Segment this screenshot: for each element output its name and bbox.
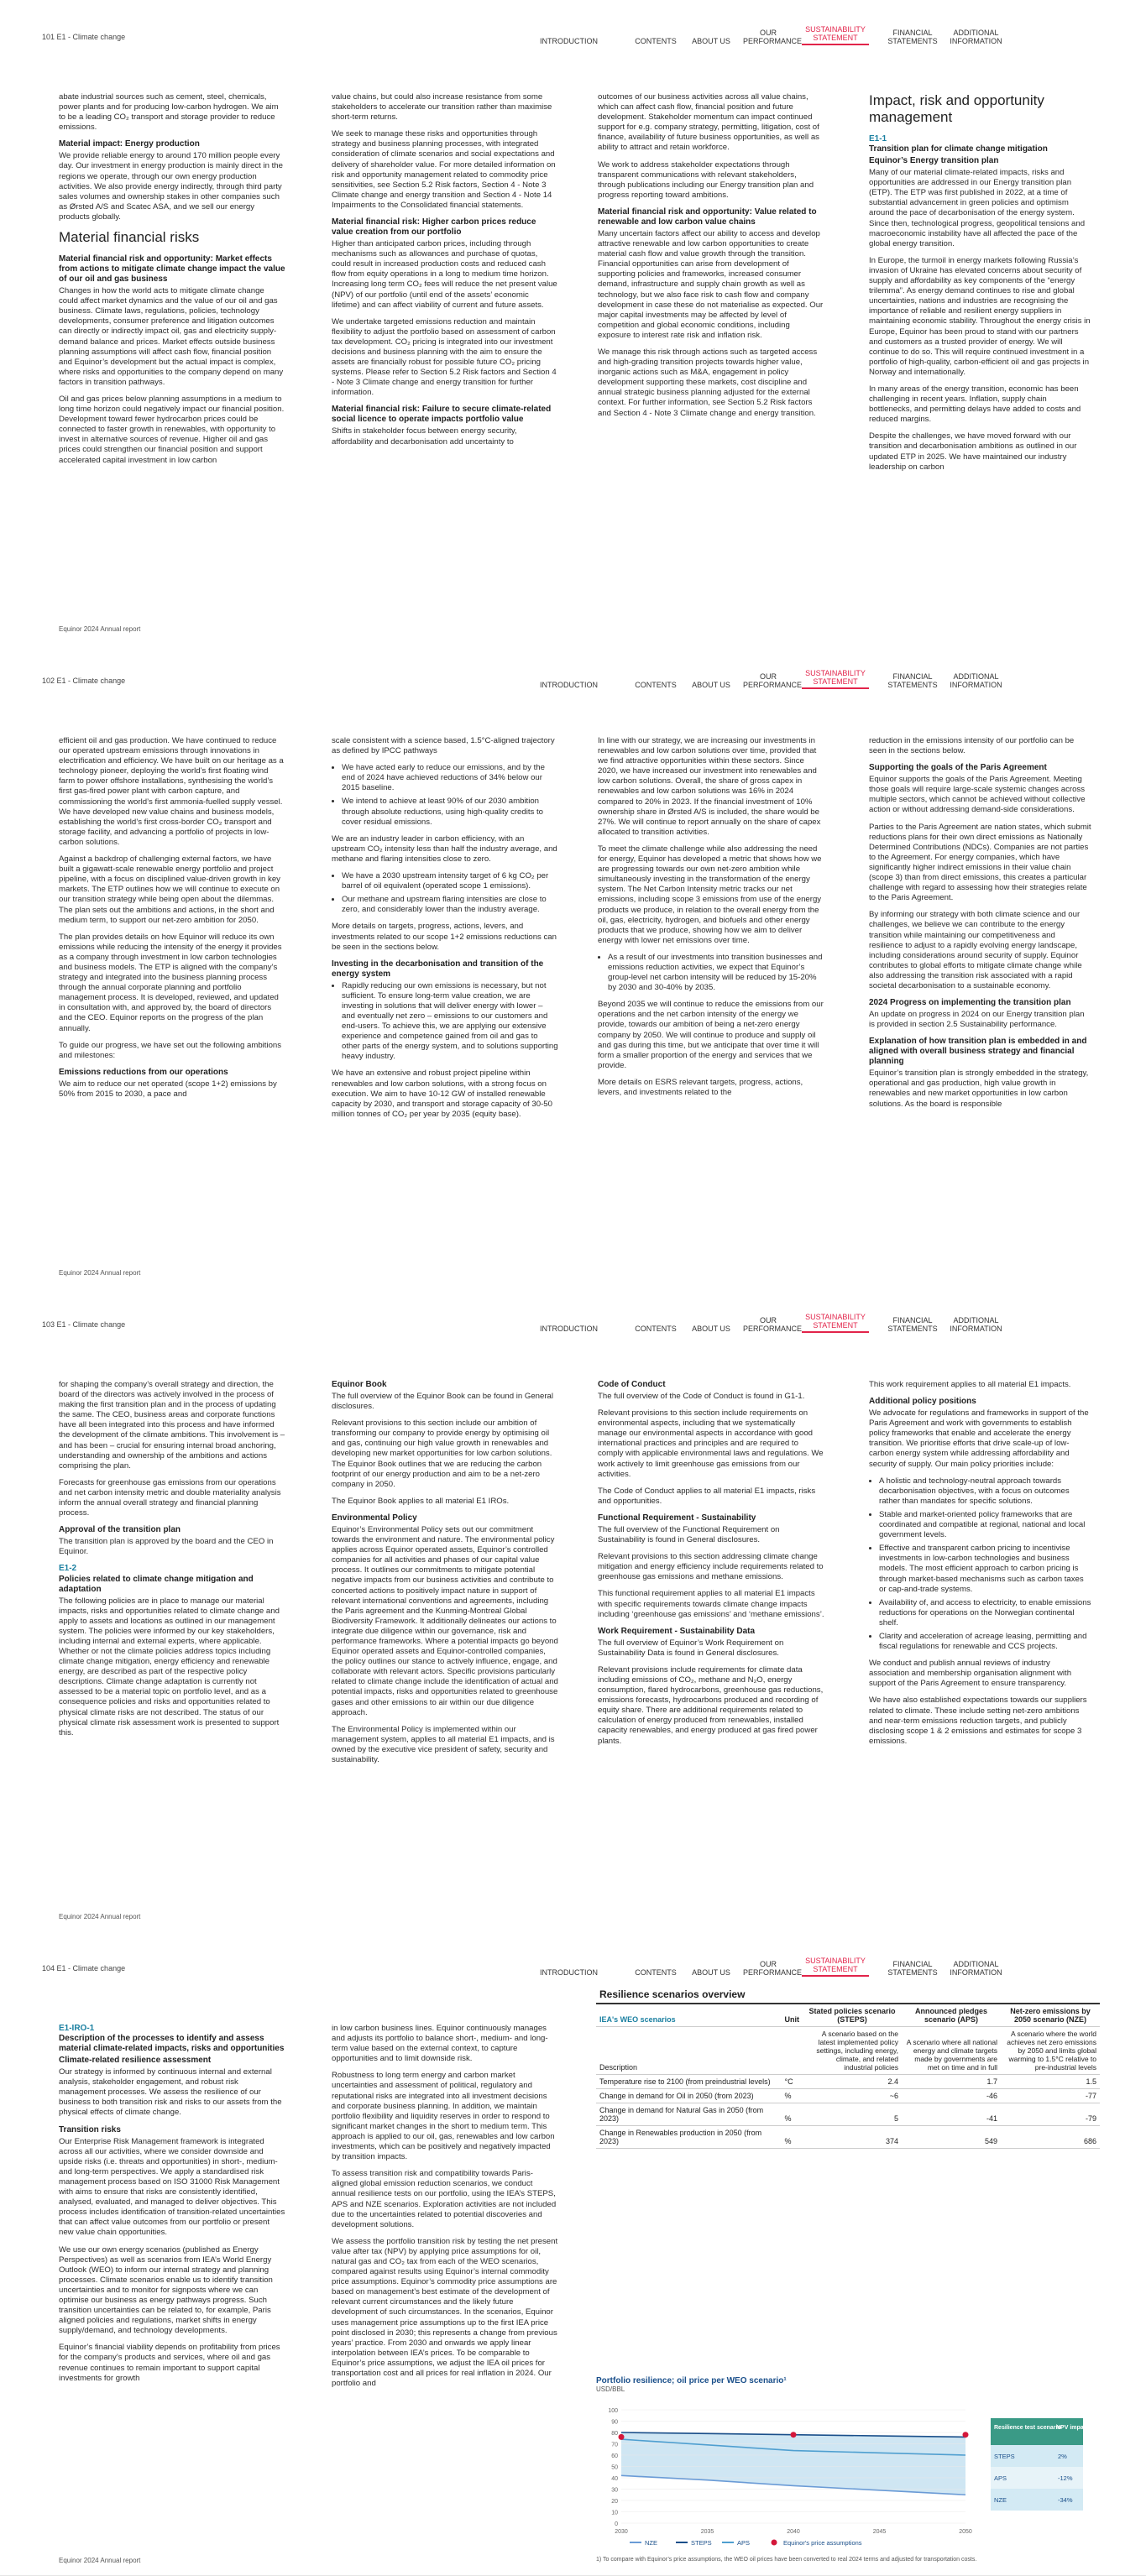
nav-label: INTRODUCTION xyxy=(540,1325,598,1333)
subheading: Material financial risk and opportunity: Market effects from actions to mitigate climate change impact the value of our oil and gas business xyxy=(59,254,285,285)
text-column xyxy=(332,736,558,1126)
nav-item-sustainability-statement[interactable] xyxy=(802,669,869,689)
side-table-scenario: STEPS xyxy=(994,2453,1015,2460)
body-paragraph: The full overview of the Functional Requirement on Sustainability is found in General disclosures. xyxy=(598,1524,780,1545)
bullet-item: • As a result of our investments into transition businesses and emissions reduction activities, we expect that Equinor’s group-level net carbon intensity will be reduced by 15-20% by 2030 and 30-40% by 2035. xyxy=(608,953,824,993)
value-cell: -46 xyxy=(902,2089,1001,2103)
side-table-impact: -34% xyxy=(1058,2496,1073,2504)
bullet-item: • Our methane and upstream flaring intensities are close to zero, and considerably lower than the industry average. xyxy=(342,895,558,915)
report-page xyxy=(0,1288,1146,1932)
text-column xyxy=(59,92,285,473)
resilience-scenarios-table xyxy=(596,1986,1100,2149)
subheading: Description of the processes to identify and assess material climate-related impacts, risks and opportunities xyxy=(59,2034,285,2054)
body-paragraph: The Code of Conduct applies to all material E1 impacts, risks and opportunities. xyxy=(598,1486,816,1506)
nav-label: INTRODUCTION xyxy=(540,37,598,45)
text-column xyxy=(869,92,1091,479)
nav-label: OUR PERFORMANCE xyxy=(743,1316,803,1333)
scenario-description: A scenario where all national energy and climate targets made by governments are met on time and in full xyxy=(902,2027,1001,2075)
nav-item-additional-information[interactable] xyxy=(945,1960,1007,1977)
legend-label: Equinor's price assumptions xyxy=(783,2539,862,2547)
section-title: E1 - Climate change xyxy=(56,33,126,41)
body-paragraph: The plan provides details on how Equinor will reduce its own emissions while reducing the intensity of the energy it provides as a company through investment in low carbon technologies and business models. The ETP is aligned with the company’s strategy and integrated into the business planning process through the annual corporate planning and portfolio management process. It is developed, reviewed, and updated in consultation with, and approved by, the board of directors and the CEO. Equinor reports on the progress of the plan annually. xyxy=(59,932,282,1033)
top-navigation xyxy=(537,1957,1108,1977)
value-cell: 686 xyxy=(1001,2126,1100,2149)
body-paragraph: We have an extensive and robust project pipeline within renewables and low carbon solutions, with a strong focus on execution. We aim to have 10-12 GW of installed renewable capacity by 2030, and transport and storage capacity of 30-50 million tonnes of CO₂ per year by 2035 (equity base). xyxy=(332,1069,552,1119)
equinor-price-point xyxy=(619,2434,625,2440)
bullet-list xyxy=(869,1476,1091,1653)
x-tick-label: 2035 xyxy=(700,2529,714,2535)
body-paragraph: The full overview of the Code of Conduct is found in G1-1. xyxy=(598,1392,805,1401)
body-paragraph: An update on progress in 2024 on our Energy transition plan is provided in section 2.5 Sustainability performance. xyxy=(869,1010,1085,1030)
subheading: Approval of the transition plan xyxy=(59,1525,181,1535)
value-cell: 2.4 xyxy=(803,2075,902,2089)
nav-item-additional-information[interactable] xyxy=(945,1316,1007,1333)
y-tick-label: 20 xyxy=(611,2499,618,2505)
page-number-section xyxy=(42,677,125,685)
nav-item-our-performance[interactable] xyxy=(743,672,803,689)
report-page xyxy=(0,1931,1146,2576)
top-navigation xyxy=(537,25,1108,45)
text-column xyxy=(332,2024,558,2396)
nav-label: FINANCIAL STATEMENTS xyxy=(887,1960,938,1977)
body-paragraph: Relevant provisions to this section addressing climate change mitigation and energy efficiency include requirements related to greenhouse gas emissions and methane emissions. xyxy=(598,1552,824,1582)
chart-canvas xyxy=(596,2393,1100,2552)
body-paragraph: efficient oil and gas production. We have continued to reduce our operated upstream emissions through innovations in electrification and efficiency. We have built on our heritage as a technology pioneer, deploying the world’s first floating wind farm to power offshore installations, synthesising the world’s first gas-fired power plant with carbon capture, and commissioning the world’s first ammonia-fuelled supply vessel. We have developed new value chains and business models, establishing the world’s first cross-border CO₂ transport and storage facility, and advancing a portfolio of projects in low-carbon solutions. xyxy=(59,736,284,847)
chart-ylabel: USD/BBL xyxy=(596,2385,625,2393)
page-header xyxy=(0,1931,1146,1982)
side-table-impact: 2% xyxy=(1058,2453,1067,2460)
column-header: Stated policies scenario (STEPS) xyxy=(803,2004,902,2027)
bullet-list xyxy=(598,953,824,993)
body-paragraph: To meet the climate challenge while also addressing the need for energy, Equinor has developed a metric that shows how we are progressing towards our own net-zero ambition while simultaneously investing in the transformation of the energy system. The Net Carbon Intensity metric tracks our net emissions, including scope 3 emissions from use of the energy products we produce, in relation to the overall energy from the oil, gas, electricity, hydrogen, and biofuels and other energy products that we produce, showing how we aim to deliver energy with lower net emissions over time. xyxy=(598,844,822,945)
body-paragraph: outcomes of our business activities across all value chains, which can affect cash flow, financial position and future development. Stakeholder momentum can impact continued support for e.g. company strategy, permitting, litigation, cost of finance, availability of future business opportunities, as well as ability to attract and retain workforce. xyxy=(598,92,819,153)
body-paragraph: We have also established expectations towards our suppliers related to climate. These include setting net-zero ambitions and near-term emissions reduction targets, and publicly disclosing scope 1 & 2 emissions and estimates for scope 3 emissions. xyxy=(869,1696,1087,1746)
nav-item-introduction[interactable] xyxy=(537,1968,600,1977)
unit-cell: % xyxy=(782,2089,803,2103)
body-paragraph: Relevant provisions include requirements for climate data including emissions of CO₂, methane and N₂O, energy consumption, flared hydrocarbons, greenhouse gas reductions, emissions forecasts, hydrocarbons produced and recording of equity share. There are additional requirements related to calculation of energy produced from renewables, installed capacity renewables, and energy produced at gas fired power plants. xyxy=(598,1664,824,1746)
text-column xyxy=(332,1380,558,1772)
body-paragraph: We conduct and publish annual reviews of industry association and membership organisation alignment with support of the Paris Agreement to ensure transparency. xyxy=(869,1659,1072,1689)
nav-item-contents[interactable] xyxy=(631,1325,680,1333)
body-paragraph: We provide reliable energy to around 170 million people every day. Our investment in energy production is mainly direct in the regions we operate, through our own energy production activities. We also provide energy indirectly, through third party sales volumes and ownership stakes in other companies such as Ørsted A/S and Scatec ASA, and we sell our energy products globally. xyxy=(59,151,283,222)
nav-label: SUSTAINABILITY STATEMENT xyxy=(805,669,866,686)
side-table-scenario: NZE xyxy=(994,2496,1007,2504)
nav-item-sustainability-statement[interactable] xyxy=(802,1313,869,1333)
y-tick-label: 80 xyxy=(611,2431,618,2437)
nav-item-our-performance[interactable] xyxy=(743,29,803,45)
body-paragraph: More details on ESRS relevant targets, progress, actions, levers, and investments related to the xyxy=(598,1077,803,1097)
bullet-item: • Clarity and acceleration of acreage leasing, permitting and fiscal regulations for renewable and CCS projects. xyxy=(879,1632,1091,1652)
nav-label: FINANCIAL STATEMENTS xyxy=(887,672,938,689)
body-paragraph: We assess the portfolio transition risk by testing the net present value after tax (NPV) by applying price assumptions for oil, natural gas and CO₂ tax from each of the WEO scenarios, compared against results using Equinor’s internal commodity price assumptions. Equinor’s commodity price assumptions are based on management’s best estimate of the development of relevant current circumstances and the likely future development of such circumstances. In the scenarios, Equinor uses management price assumptions up to the first IEA price point disclosed in 2030; this represents a change from previous years’ practice. From 2030 and onwards we apply linear interpolation between IEA’s prices. To be comparable to Equinor’s price assumptions, we adjust the IEA oil prices for transportation cost and all prices for real inflation in 2024. Our portfolio and xyxy=(332,2236,558,2389)
section-title: E1 - Climate change xyxy=(56,1320,126,1329)
legend-label: NZE xyxy=(645,2539,657,2547)
body-paragraph: Equinor’s Environmental Policy sets out our commitment towards the environment and nature. The environmental policy applies across Equinor operated assets, Equinor’s controlled companies for all activities and phases of our capital value process. It outlines our commitments to mitigate potential negative impacts from our business activities and contribute to concerted actions to positively impact nature in support of relevant international conventions and agreements, including the Paris agreement and the Kunming-Montreal Global Biodiversity Framework. It additionally delineates our actions to integrate due diligence within our governance, risk and performance frameworks. Where a potential impacts go beyond Equinor operated assets and Equinor-controlled companies, the policy outlines our stance to actively influence, engage, and collaborate with relevant actors. Specific provisions particularly related to climate change include the identification of actual and potential impacts, risks and opportunities related to greenhouse gases and other emissions to air within our due diligence approach. xyxy=(332,1524,558,1717)
bullet-item: • Stable and market-oriented policy frameworks that are coordinated and compatible at regional, national and local government levels. xyxy=(879,1510,1091,1540)
y-tick-label: 10 xyxy=(611,2510,618,2516)
row-label: Description xyxy=(596,2027,782,2075)
body-paragraph: This work requirement applies to all material E1 impacts. xyxy=(869,1380,1071,1389)
column-header: Net-zero emissions by 2050 scenario (NZE) xyxy=(1001,2004,1100,2027)
body-paragraph: In Europe, the turmoil in energy markets following Russia’s invasion of Ukraine has elevated concerns about security of supply and affordability as key components of the “energy trilemma”. As energy demand continues to rise and global uncertainties, nations and industries are recognising the importance of reliable and resilient energy suppliers in maintaining economic stability. Throughout the energy crisis in Europe, Equinor has been proud to stand with our partners and customers as a trusted provider of energy. We will continue to do so. This will require continued investment in a portfolio of high-quality, carbon-efficient oil and gas projects in Norway and internationally. xyxy=(869,255,1091,377)
unit-cell: °C xyxy=(782,2075,803,2089)
page-footer: Equinor 2024 Annual report xyxy=(59,2557,141,2564)
nav-label: OUR PERFORMANCE xyxy=(743,672,803,689)
page-number-section xyxy=(42,1320,125,1329)
body-paragraph: The following policies are in place to manage our material impacts, risks and opportunities related to climate change and apply to assets and locations as outlined in our management system. The policies were informed by our key stakeholders, including internal and external experts, where applicable. Whether or not the climate policies address topics including climate change mitigation, energy efficiency and renewable energy, are described as part of the respective policy descriptions. Climate change adaptation is currently not assessed to be a material topic on portfolio level, and as a consequence policies and risks and opportunities related to physical climate risks are not described. The status of our physical climate risk assessment work is presented to support this. xyxy=(59,1596,280,1737)
body-paragraph: in low carbon business lines. Equinor continuously manages and adjusts its portfolio to balance short-, medium- and long-term value based on the external context, to capture opportunities and to limit downside risk. xyxy=(332,2024,548,2064)
legend-swatch xyxy=(772,2540,777,2546)
value-cell: 549 xyxy=(902,2126,1001,2149)
subheading: Work Requirement - Sustainability Data xyxy=(598,1626,756,1636)
page-footer: Equinor 2024 Annual report xyxy=(59,1269,141,1277)
subheading: Investing in the decarbonisation and transition of the energy system xyxy=(332,959,544,979)
table-header-row xyxy=(596,2004,1100,2027)
y-tick-label: 70 xyxy=(611,2442,618,2448)
nav-label: OUR PERFORMANCE xyxy=(743,1960,803,1977)
nav-label: ADDITIONAL INFORMATION xyxy=(950,29,1002,45)
body-paragraph: Robustness to long term energy and carbon market uncertainties and assessment of political, regulatory and reputational risks are integrated into all investment decisions and corporate business planning. In addition, we maintain portfolio flexibility and liquidity reserves in order to respond to significant market changes in the short to medium term. This approach is applied to our oil, gas, renewables and low carbon investments, which can be positively and negatively impacted by transition impacts. xyxy=(332,2071,555,2162)
value-cell: 374 xyxy=(803,2126,902,2149)
page-number-section xyxy=(42,1964,125,1972)
equinor-price-point xyxy=(791,2432,797,2438)
subheading: Climate-related resilience assessment xyxy=(59,2056,212,2066)
body-paragraph: In many areas of the energy transition, economic has been challenging in recent years. Inflation, supply chain bottlenecks, and permitting delays have added to costs and reduced margins. xyxy=(869,384,1081,425)
nav-label: ADDITIONAL INFORMATION xyxy=(950,1316,1002,1333)
nav-item-our-performance[interactable] xyxy=(743,1316,803,1333)
column-header: IEA's WEO scenarios xyxy=(596,2004,782,2027)
subheading: 2024 Progress on implementing the transition plan xyxy=(869,998,1071,1008)
body-paragraph: Many of our material climate-related impacts, risks and opportunities are addressed in our Energy transition plan (ETP). The ETP was first published in 2022, at a time of substantial advancement in green policies and optimism around the pace of decarbonisation of the energy system. Since then, technological progress, geopolitical tensions and macroeconomic instability have all affected the pace of the global energy transition. xyxy=(869,168,1086,248)
subheading: Equinor’s Energy transition plan xyxy=(869,156,999,166)
body-paragraph: By informing our strategy with both climate science and our challenges, we believe we can contribute to the energy transition while maintaining our competitiveness and resilience to adjust to a rapidly evolving energy landscape, including considerations around security of supply. Equinor contributes to global efforts to mitigate climate change while also addressing the transition risk associated with a rapid societal decarbonisation to a sustainable economy. xyxy=(869,910,1082,990)
nav-label: SUSTAINABILITY STATEMENT xyxy=(805,1957,866,1973)
nav-item-about-us[interactable] xyxy=(690,37,732,45)
body-paragraph: The Environmental Policy is implemented within our management system, applies to all material E1 impacts, and is owned by the executive vice president of safety, security and sustainability. xyxy=(332,1724,555,1764)
value-cell: 1.5 xyxy=(1001,2075,1100,2089)
bullet-list xyxy=(332,871,558,915)
body-paragraph: We work to address stakeholder expectations through transparent communications with relevant stakeholders, through publications including our Energy transition plan and progress reporting toward ambitions. xyxy=(598,159,814,200)
body-paragraph: In line with our strategy, we are increasing our investments in renewables and low carbon solutions over time, provided that we find attractive opportunities within these sectors. Since 2020, we have increased our investment into renewables and low carbon solutions. Overall, the share of gross capex in renewables and low carbon solutions was 16% in 2024 compared to 20% in 2023. If the financial investment of 10% ownership share in Ørsted A/S is included, the share would be 27%. We will continue to report annually on the share of capex allocated to transition activities. xyxy=(598,736,821,837)
section-heading: Material financial risks xyxy=(59,229,200,246)
x-tick-label: 2030 xyxy=(615,2529,628,2535)
page-footer: Equinor 2024 Annual report xyxy=(59,625,141,633)
nav-item-financial-statements[interactable] xyxy=(883,672,942,689)
side-table-header-bg xyxy=(991,2418,1083,2445)
nav-item-contents[interactable] xyxy=(631,681,680,689)
section-title: E1 - Climate change xyxy=(56,1964,126,1972)
value-cell: 1.7 xyxy=(902,2075,1001,2089)
body-paragraph: Beyond 2035 we will continue to reduce the emissions from our operations and the net carbon intensity of the energy we provide, towards our ambition of being a net-zero energy company by 2050. We will continue to produce and supply oil and gas during this time, but we anticipate that over time it will form a smaller proportion of the energy and services that we provide. xyxy=(598,1000,824,1070)
value-cell: -77 xyxy=(1001,2089,1100,2103)
text-column xyxy=(598,736,824,1105)
text-column xyxy=(332,92,558,454)
scenario-description: A scenario where the world achieves net zero emissions by 2050 and limits global warming to 1.5°C relative to pre-industrial levels xyxy=(1001,2027,1100,2075)
body-paragraph: Against a backdrop of challenging external factors, we have built a gigawatt-scale renewable energy portfolio and project pipeline, with a focus on disciplined value-driven growth in key markets. The ETP outlines how we will continue to execute on our transition strategy while being open about the dilemmas. The plan sets out the ambitions and actions, in the short and medium term, to support our net-zero ambition for 2050. xyxy=(59,854,280,925)
body-paragraph: value chains, but could also increase resistance from some stakeholders to accelerate our transition rather than maximise short-term returns. xyxy=(332,92,552,123)
nav-label: ABOUT US xyxy=(692,1968,730,1977)
body-paragraph: Relevant provisions to this section include our ambition of transforming our company to provide energy by optimising oil and gas, continuing our high value growth in renewables and developing new market opportunities for low carbon solutions. The Equinor Book outlines that we are reducing the carbon footprint of our energy production and aim to be a net-zero company in 2050. xyxy=(332,1419,552,1489)
report-page xyxy=(0,644,1146,1288)
row-label: Change in Renewables production in 2050 (from 2023) xyxy=(596,2126,782,2149)
side-table-scenario: APS xyxy=(994,2474,1007,2482)
y-tick-label: 0 xyxy=(615,2521,618,2527)
nav-item-sustainability-statement[interactable] xyxy=(802,25,869,45)
subheading: Material financial risk: Higher carbon prices reduce value creation from our portfolio xyxy=(332,217,536,238)
text-column xyxy=(59,1380,285,1745)
subheading: Code of Conduct xyxy=(598,1380,666,1389)
subheading: Material impact: Energy production xyxy=(59,139,200,149)
body-paragraph: The full overview of Equinor’s Work Requirement on Sustainability Data is found in General disclosures. xyxy=(598,1638,784,1658)
page-header xyxy=(0,644,1146,694)
body-paragraph: Despite the challenges, we have moved forward with our transition and decarbonisation ambitions as outlined in our updated ETP in 2025. We have maintained our industry leadership on carbon xyxy=(869,431,1077,472)
top-navigation xyxy=(537,1313,1108,1333)
body-paragraph: We use our own energy scenarios (published as Energy Perspectives) as well as scenarios from IEA’s World Energy Outlook (WEO) to inform our internal strategy and planning processes. Climate scenarios enable us to identify transition uncertainties and to monitor for signposts where we can optimise our business as energy pathways progress. Such transition uncertainties can be related to, for example, Paris aligned policies and regulations, market shifts in energy supply/demand, and technology developments. xyxy=(59,2244,273,2336)
y-tick-label: 40 xyxy=(611,2476,618,2482)
cell xyxy=(782,2027,803,2075)
body-paragraph: scale consistent with a science based, 1.5°C-aligned trajectory as defined by IPCC pathways xyxy=(332,736,555,756)
subheading: Emissions reductions from our operations xyxy=(59,1067,228,1077)
nav-item-financial-statements[interactable] xyxy=(883,29,942,45)
report-page xyxy=(0,0,1146,645)
body-paragraph: Oil and gas prices below planning assumptions in a medium to long time horizon could negatively impact our financial position. Development toward fewer hydrocarbon prices could be connected to faster growth in renewables, with opportunity to invest in alternative sources of revenue. Higher oil and gas prices could strengthen our financial position and support accelerated capital investment in low carbon xyxy=(59,394,285,465)
body-paragraph: Shifts in stakeholder focus between energy security, affordability and decarbonisation add uncertainty to xyxy=(332,426,517,447)
top-navigation xyxy=(537,669,1108,689)
subheading: Transition risks xyxy=(59,2124,121,2134)
body-paragraph: We aim to reduce our net operated (scope 1+2) emissions by 50% from 2015 to 2030, a pace and xyxy=(59,1079,277,1099)
x-tick-label: 2045 xyxy=(872,2529,887,2535)
disclosure-code: E1-IRO-1 xyxy=(59,2024,95,2033)
text-column xyxy=(869,736,1091,1116)
table-row xyxy=(596,2027,1100,2075)
text-column xyxy=(59,2024,285,2391)
text-column xyxy=(869,1380,1091,1753)
body-paragraph: We manage this risk through actions such as targeted access and high-grading transition projects towards higher value, inorganic actions such as M&A, engagement in policy development supporting these markets, cost discipline and annual strategic business planning adjusted for the external context. For further information, see Section 5.2 Risk factors and Section 4 - Note 3 Climate change and energy transition. xyxy=(598,347,818,418)
nav-label: OUR PERFORMANCE xyxy=(743,29,803,45)
nav-item-introduction[interactable] xyxy=(537,681,600,689)
subheading: Material financial risk and opportunity: Value related to renewable and low carbon value chains xyxy=(598,206,817,227)
nav-label: FINANCIAL STATEMENTS xyxy=(887,1316,938,1333)
nav-item-financial-statements[interactable] xyxy=(883,1316,942,1333)
y-tick-label: 90 xyxy=(611,2419,618,2426)
nav-label: SUSTAINABILITY STATEMENT xyxy=(805,1313,866,1330)
legend-label: APS xyxy=(737,2539,751,2547)
subheading: Supporting the goals of the Paris Agreement xyxy=(869,763,1047,773)
scenario-description: A scenario based on the latest implemented policy settings, including energy, climate, and related industrial policies xyxy=(803,2027,902,2075)
bullet-item: • We have acted early to reduce our emissions, and by the end of 2024 have achieved reductions of 34% below our 2015 baseline. xyxy=(342,763,558,793)
body-paragraph: The transition plan is approved by the board and the CEO in Equinor. xyxy=(59,1537,274,1557)
body-paragraph: Relevant provisions to this section include requirements on environmental aspects, including that we systematically manage our environmental aspects in accordance with good international practices and principles and are required to comply with applicable environmental laws and regulations. We work actively to limit greenhouse gas emissions from our activities. xyxy=(598,1408,824,1479)
body-paragraph: Parties to the Paris Agreement are nation states, which submit reductions plans for their own direct emissions as Nationally Determined Contributions (NDCs). Companies are not parties to the Agreement. For energy companies, which have significantly higher indirect emissions in their value chain (scope 3) than from direct emissions, this creates a particular challenge with regard to assessing how their strategies relate to the Paris Agreement. xyxy=(869,822,1091,903)
table-title: Resilience scenarios overview xyxy=(596,1986,1100,2004)
body-paragraph: reduction in the emissions intensity of our portfolio can be seen in the sections below. xyxy=(869,736,1075,756)
body-paragraph: Our Enterprise Risk Management framework is integrated across all our activities, where we consider downside and upside risks (i.e. threats and opportunities) in short-, medium- and long-term perspectives. We apply a standardised risk management process based on ISO 31000 Risk Management with aims to ensure that risks are consistently identified, analysed, evaluated, and managed to deliver objectives. This process includes identification of transition-related uncertainties that can affect value outcomes from our portfolio or present new value chain opportunities. xyxy=(59,2136,285,2238)
body-paragraph: for shaping the company’s overall strategy and direction, the board of the directors was actively involved in the process of making the first transition plan and in the process of updating the same. The CEO, business areas and corporate functions have all been integrated into this process and have informed the development of the climate ambitions. This involvement is – and has been – crucial for ensuring internal broad anchoring, understanding and ownership of the ambitions and actions comprising the plan. xyxy=(59,1380,285,1471)
nav-label: ADDITIONAL INFORMATION xyxy=(950,1960,1002,1977)
nav-item-additional-information[interactable] xyxy=(945,672,1007,689)
table-row xyxy=(596,2126,1100,2149)
value-cell: -79 xyxy=(1001,2103,1100,2126)
subheading: Functional Requirement - Sustainability xyxy=(598,1513,756,1523)
x-tick-label: 2050 xyxy=(959,2529,972,2535)
legend-label: STEPS xyxy=(691,2539,712,2547)
table-row xyxy=(596,2075,1100,2089)
nav-label: ABOUT US xyxy=(692,1325,730,1333)
chart-footnote: 1) To compare with Equinor’s price assumptions, the WEO oil prices have been converted to real 2024 terms and adjusted for transportation costs. xyxy=(596,2557,977,2563)
text-column xyxy=(598,92,824,426)
body-paragraph: Changes in how the world acts to mitigate climate change could affect market dynamics and the value of our oil and gas business. Climate laws, regulations, policies, technology developments, consumer preference and litigation outcomes can directly or indirectly impact oil, gas and electricity supply-demand balance and prices. Market effects outside business planning assumptions will affect cash flow, financial position and Equinor’s development but the actual impact is complex, where risks and opportunities to the company depend on many factors in transition pathways. xyxy=(59,286,284,387)
bullet-item: • Effective and transparent carbon pricing to incentivise investments in low-carbon technologies and business models. The most efficient approach to carbon pricing is through market-based mechanisms such as carbon taxes or cap-and-trade systems. xyxy=(879,1544,1091,1594)
nav-item-financial-statements[interactable] xyxy=(883,1960,942,1977)
value-cell: -41 xyxy=(902,2103,1001,2126)
bullet-item: • We have a 2030 upstream intensity target of 6 kg CO₂ per barrel of oil equivalent (operated scope 1 emissions). xyxy=(342,871,558,891)
subheading: Additional policy positions xyxy=(869,1397,976,1407)
subheading: Policies related to climate change mitigation and adaptation xyxy=(59,1574,254,1594)
nav-item-our-performance[interactable] xyxy=(743,1960,803,1977)
page-number-section xyxy=(42,33,125,41)
body-paragraph: Many uncertain factors affect our ability to access and develop attractive renewable and low carbon opportunities to create material cash flow and value growth through the transition. Financial opportunities can arise from development of supporting policies and frameworks, increased consumer demand, infrastructure and supply chain growth as well as technology, but we also face risk to cash flow and company development in case these do not materialise as expected. Our major capital investments may be affected by level of competition and global economic conditions, including exposure to interest rate risk and inflation risk. xyxy=(598,228,824,340)
value-cell: ~6 xyxy=(803,2089,902,2103)
equinor-price-point xyxy=(963,2432,969,2438)
page-number: 103 xyxy=(42,1320,55,1329)
bullet-item: • We intend to achieve at least 90% of our 2030 ambition through absolute reductions, using high-quality credits to cover residual emissions. xyxy=(342,797,558,827)
table-row xyxy=(596,2103,1100,2126)
body-paragraph: To guide our progress, we have set out the following ambitions and milestones: xyxy=(59,1040,282,1060)
body-paragraph: Forecasts for greenhouse gas emissions from our operations and net carbon intensity metric and double materiality analysis inform the annual overall strategy and financial planning process. xyxy=(59,1477,281,1518)
nav-label: FINANCIAL STATEMENTS xyxy=(887,29,938,45)
body-paragraph: This functional requirement applies to all material E1 impacts with specific requirements towards climate change impacts including ‘greenhouse gas emissions’ and ‘methane emissions’. xyxy=(598,1589,824,1619)
nav-item-about-us[interactable] xyxy=(690,681,732,689)
page-number: 101 xyxy=(42,33,55,41)
bullet-item: • A holistic and technology-neutral approach towards decarbonisation objectives, with a focus on outcomes rather than mandates for specific solutions. xyxy=(879,1476,1091,1507)
body-paragraph: The Equinor Book applies to all material E1 IROs. xyxy=(332,1496,510,1506)
y-tick-label: 60 xyxy=(611,2453,618,2459)
page-header xyxy=(0,1288,1146,1338)
nav-label: CONTENTS xyxy=(635,1325,677,1333)
nav-label: CONTENTS xyxy=(635,37,677,45)
x-tick-label: 2040 xyxy=(787,2529,800,2535)
text-column xyxy=(598,1380,824,1753)
nav-label: ADDITIONAL INFORMATION xyxy=(950,672,1002,689)
nav-label: SUSTAINABILITY STATEMENT xyxy=(805,25,866,42)
page-footer: Equinor 2024 Annual report xyxy=(59,1913,141,1920)
body-paragraph: We are an industry leader in carbon efficiency, with an upstream CO₂ intensity less than half the industry average, and methane and flaring intensities close to zero. xyxy=(332,833,557,864)
body-paragraph: We advocate for regulations and frameworks in support of the Paris Agreement and work with governments to establish policy frameworks that enable and accelerate the energy transition. We prioritise efforts that drive scale-up of low-carbon energy system while addressing affordability and security of supply. Our main policy priorities include: xyxy=(869,1408,1089,1469)
subheading: Material financial risk: Failure to secure climate-related social licence to operate impacts portfolio value xyxy=(332,405,552,425)
disclosure-code: E1-1 xyxy=(869,134,887,144)
body-paragraph: Higher than anticipated carbon prices, including through mechanisms such as allowances and purchase of quotas, could result in increased production costs and reduced cash flow from equity operations in a long to medium time horizon. Increasing long term CO₂ fees will reduce the net present value (NPV) of our portfolio (until end of the assets’ economic lifetime) and can affect viability of current and future assets. xyxy=(332,239,557,310)
nav-item-contents[interactable] xyxy=(631,1968,680,1977)
bullet-item: • Availability of, and access to electricity, to enable emissions reductions for operations on the Norwegian continental shelf. xyxy=(879,1598,1091,1628)
body-paragraph: We undertake targeted emissions reduction and maintain flexibility to adjust the portfolio based on assessment of carbon tax development. CO₂ pricing is integrated into our investment decisions and business planning with the aim to ensure the assets are financially robust for possible future CO₂ pricing systems. Please refer to Section 5.2 Risk factors and Section 4 - Note 3 Climate change and energy transition for further information. xyxy=(332,316,557,398)
column-header: Announced pledges scenario (APS) xyxy=(902,2004,1001,2027)
disclosure-code: E1-2 xyxy=(59,1564,77,1574)
page-number: 104 xyxy=(42,1964,55,1972)
side-table-impact: -12% xyxy=(1058,2474,1073,2482)
y-tick-label: 50 xyxy=(611,2464,618,2471)
nav-label: ABOUT US xyxy=(692,37,730,45)
nav-item-about-us[interactable] xyxy=(690,1325,732,1333)
bullet-list xyxy=(332,981,558,1063)
nav-item-introduction[interactable] xyxy=(537,1325,600,1333)
body-paragraph: Our strategy is informed by continuous internal and external analysis, stakeholder engagement, and robust risk management processes. We assess the resilience of our business to both transition risk and risks to our assets from the physical effects of climate change. xyxy=(59,2067,282,2118)
body-paragraph: More details on targets, progress, actions, levers, and investments related to our scope 1+2 emissions reductions can be seen in the sections below. xyxy=(332,922,557,952)
unit-cell: % xyxy=(782,2103,803,2126)
y-tick-label: 30 xyxy=(611,2487,618,2494)
subheading: Environmental Policy xyxy=(332,1513,417,1523)
value-cell: 5 xyxy=(803,2103,902,2126)
page-header xyxy=(0,0,1146,50)
side-table-header: NPV impact xyxy=(1056,2425,1089,2431)
nav-label: CONTENTS xyxy=(635,681,677,689)
chart-title: Portfolio resilience; oil price per WEO scenario¹ xyxy=(596,2376,787,2385)
page-number: 102 xyxy=(42,677,55,685)
body-paragraph: abate industrial sources such as cement, steel, chemicals, power plants and for producing low-carbon hydrogen. We aim to be a leading CO₂ transport and storage provider to reduce emissions. xyxy=(59,92,279,133)
subheading: Transition plan for climate change mitigation xyxy=(869,144,1048,154)
nav-label: CONTENTS xyxy=(635,1968,677,1977)
section-heading: Impact, risk and opportunity management xyxy=(869,92,1044,125)
nav-item-sustainability-statement[interactable] xyxy=(802,1957,869,1977)
unit-cell: % xyxy=(782,2126,803,2149)
body-paragraph: To assess transition risk and compatibility towards Paris-aligned global emission reduction scenarios, we conduct annual resilience tests on our portfolio, using the IEA’s STEPS, APS and NZE scenarios. Exploration activities are not included due to the uncertainties related to potential discoveries and development solutions. xyxy=(332,2169,557,2229)
nav-label: INTRODUCTION xyxy=(540,1968,598,1977)
bullet-item: • Rapidly reducing our own emissions is necessary, but not sufficient. To ensure long-term value creation, we are investing in solutions that will deliver energy with lower – and eventually net zero – emissions to our customers and end-users. To achieve this, we are applying our extensive experience and competence gained from oil and gas to other parts of the energy system, and to solutions supporting heavy industry. xyxy=(342,981,558,1063)
y-tick-label: 100 xyxy=(608,2408,618,2414)
body-paragraph: The full overview of the Equinor Book can be found in General disclosures. xyxy=(332,1392,553,1412)
body-paragraph: Equinor’s transition plan is strongly embedded in the strategy, operational and gas production, high value growth in renewables and new market opportunities in low carbon solutions. As the board is responsible xyxy=(869,1069,1089,1109)
row-label: Temperature rise to 2100 (from preindustrial levels) xyxy=(596,2075,782,2089)
nav-item-about-us[interactable] xyxy=(690,1968,732,1977)
nav-label: INTRODUCTION xyxy=(540,681,598,689)
table-row xyxy=(596,2089,1100,2103)
table-title-row xyxy=(596,1986,1100,2004)
body-paragraph: We seek to manage these risks and opportunities through strategy and business planning processes, with integrated consideration of climate scenarios and social expectations and delivery of shareholder value. For more detailed information on risk and opportunity management related to commodity price sensitivities, see Section 5.2 Risk factors, Section 4 - Note 3 Climate change and energy transition and Section 4 - Note 14 Impairments to the Consolidated financial statements. xyxy=(332,129,556,210)
row-label: Change in demand for Natural Gas in 2050 (from 2023) xyxy=(596,2103,782,2126)
nav-label: ABOUT US xyxy=(692,681,730,689)
section-title: E1 - Climate change xyxy=(56,677,126,685)
nav-item-introduction[interactable] xyxy=(537,37,600,45)
text-column xyxy=(59,736,285,1106)
subheading: Explanation of how transition plan is embedded in and aligned with overall business strategy and financial planning xyxy=(869,1037,1087,1067)
oil-price-chart xyxy=(596,2376,1100,2569)
subheading: Equinor Book xyxy=(332,1380,387,1389)
row-label: Change in demand for Oil in 2050 (from 2023) xyxy=(596,2089,782,2103)
side-table-header: Resilience test scenario xyxy=(994,2425,1061,2431)
column-header: Unit xyxy=(782,2004,803,2027)
nav-item-additional-information[interactable] xyxy=(945,29,1007,45)
bullet-list xyxy=(332,763,558,828)
body-paragraph: Equinor supports the goals of the Paris Agreement. Meeting those goals will require large-scale systemic changes across multiple sectors, which cannot be achieved without collective action or without addressing demand-side considerations. xyxy=(869,775,1086,815)
body-paragraph: Equinor’s financial viability depends on profitability from prices for the company’s products and services, where oil and gas revenue continues to remain important to support capital investments for growth xyxy=(59,2343,280,2383)
nav-item-contents[interactable] xyxy=(631,37,680,45)
